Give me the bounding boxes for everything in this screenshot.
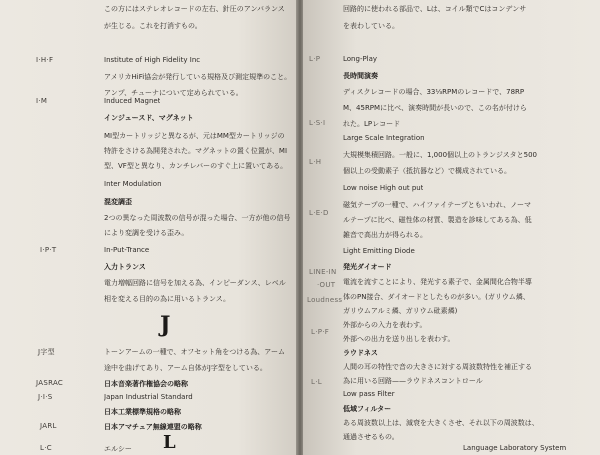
entry-line: Induced Magnet xyxy=(104,97,161,105)
term-j-shape: J字型 xyxy=(38,348,55,356)
entry-line: 雑音で高出力が得られる。 xyxy=(343,231,427,239)
entry-heading: 低域フィルター xyxy=(343,405,392,413)
term-lp: L·P xyxy=(309,55,321,63)
entry-line: アメリカHiFi協会が発行している規格及び測定規準のこと。 xyxy=(104,73,292,81)
term-line-in: LINE-IN xyxy=(309,268,337,276)
term-ihf: I·H·F xyxy=(36,56,54,64)
term-lpf: L·P·F xyxy=(311,328,330,336)
entry-heading: 日本音楽著作権協会の略称 xyxy=(104,380,188,388)
entry-line: 体のPN接合、ダイオードとしたものが多い。(ガリウム燐、 xyxy=(343,293,530,301)
entry-line: Long-Play xyxy=(343,55,378,63)
intro-line: が生じる。これを打消すもの。 xyxy=(104,22,202,30)
entry-line: Japan Industrial Standard xyxy=(104,393,193,401)
entry-line: Large Scale Integration xyxy=(343,134,425,142)
entry-line: MI型カートリッジと異なるが、元はMM型カートリッジの xyxy=(104,132,285,140)
entry-line: 為に用いる回路——ラウドネスコントロール xyxy=(343,377,483,385)
entry-line: 電力増幅回路に信号を加える為、インピーダンス、レベル xyxy=(104,279,286,287)
entry-line: れた。LPレコード xyxy=(343,120,401,128)
section-letter-l: L xyxy=(163,432,176,453)
entry-line: アンプ、チューナについて定められている。 xyxy=(104,89,243,97)
entry-line: Inter Modulation xyxy=(104,180,162,188)
term-loudness: Loudness xyxy=(307,296,343,304)
entry-line: 外部への出力を送り出しを表わす。 xyxy=(343,335,455,343)
term-lsi: L·S·I xyxy=(309,119,326,127)
entry-heading: 長時間演奏 xyxy=(343,72,378,80)
entry-line: Low noise High out put xyxy=(343,184,424,192)
entry-line: エルシー xyxy=(104,445,132,453)
term-line-out: ·OUT xyxy=(317,281,336,289)
entry-line: Language Laboratory System xyxy=(463,444,567,452)
term-lh: L·H xyxy=(309,158,322,166)
entry-line: 特許をさける為開発された。マグネットの置く位置が、MI xyxy=(104,147,288,155)
entry-line: 相を変える目的の為に用いるトランス。 xyxy=(104,295,230,303)
entry-line: ある周波数以上は、減衰を大きくさせ、それ以下の周波数は、 xyxy=(343,419,539,427)
term-jarl: JARL xyxy=(40,422,57,430)
entry-line: トーンアームの一種で、オフセット角をつける為、アーム xyxy=(104,348,286,356)
entry-heading: 発光ダイオード xyxy=(343,263,392,271)
term-jis: J·I·S xyxy=(38,393,53,401)
entry-heading: 日本工業標準規格の略称 xyxy=(104,408,181,416)
term-led: L·E·D xyxy=(309,209,329,217)
entry-line: 大規模集積回路。一般に、1,000個以上のトランジスタと500 xyxy=(343,151,538,159)
intro-line: この方にはステレオレコードの左右、針圧のアンバランス xyxy=(104,5,285,13)
entry-line: In-Put-Trance xyxy=(104,246,150,254)
entry-line: M、45RPMに比べ、演奏時間が長いので、この名が付けら xyxy=(343,104,527,112)
term-ipt: I·P·T xyxy=(40,246,57,254)
entry-heading: ラウドネス xyxy=(343,349,378,357)
entry-line: Light Emitting Diode xyxy=(343,247,415,255)
entry-line: 外部からの入力を表わす。 xyxy=(343,321,427,329)
entry-heading: 入力トランス xyxy=(104,263,146,271)
intro-line: を表わしている。 xyxy=(343,22,399,30)
entry-line: ルテープに比べ、磁性体の材質、製造を診味してある為、低 xyxy=(343,216,532,224)
entry-line: により変調を受ける歪み。 xyxy=(104,229,189,237)
right-page xyxy=(303,0,600,455)
entry-line: Institute of High Fidelity Inc xyxy=(104,56,201,64)
entry-line: 磁気テープの一種で、ハイファイテープともいわれ、ノーマ xyxy=(343,201,532,209)
entry-line: 途中を曲げてあり、アーム自体がJ字型をしている。 xyxy=(104,364,267,372)
term-ll: L·L xyxy=(311,378,322,386)
term-jasrac: JASRAC xyxy=(36,379,64,387)
entry-line: 通過させるもの。 xyxy=(343,433,399,441)
left-page xyxy=(0,0,297,455)
intro-line: 回路的に使われる部品で、Lは、コイル類でCはコンデンサ xyxy=(343,5,527,13)
entry-line: 電流を流すことにより、発光する素子で、金属間化合物半導 xyxy=(343,278,532,286)
entry-line: 個以上の受動素子（抵抗器など）で構成されている。 xyxy=(343,167,511,175)
entry-line: 2つの異なった周波数の信号が混った場合、一方が他の信号 xyxy=(104,214,291,222)
entry-heading: インジュースド、マグネット xyxy=(104,114,194,122)
term-im: I·M xyxy=(36,97,48,105)
term-lc: L·C xyxy=(40,444,52,452)
entry-heading: 混変調歪 xyxy=(104,198,132,206)
entry-line: ガリウムアルミ燐、ガリウム砒素燐) xyxy=(343,307,458,315)
entry-line: 人間の耳の特性で音の大きさに対する周波数特性を補正する xyxy=(343,363,532,371)
entry-line: ディスクレコードの場合、33⅓RPMのレコードで、78RP xyxy=(343,88,525,96)
entry-heading: 日本アマチュア無線連盟の略称 xyxy=(104,423,202,431)
entry-line: 型、VF型と異なり、カンチレバーのすぐ上に置いてある。 xyxy=(104,162,288,170)
section-letter-j: J xyxy=(160,312,171,338)
entry-line: Low pass Filter xyxy=(343,390,395,398)
